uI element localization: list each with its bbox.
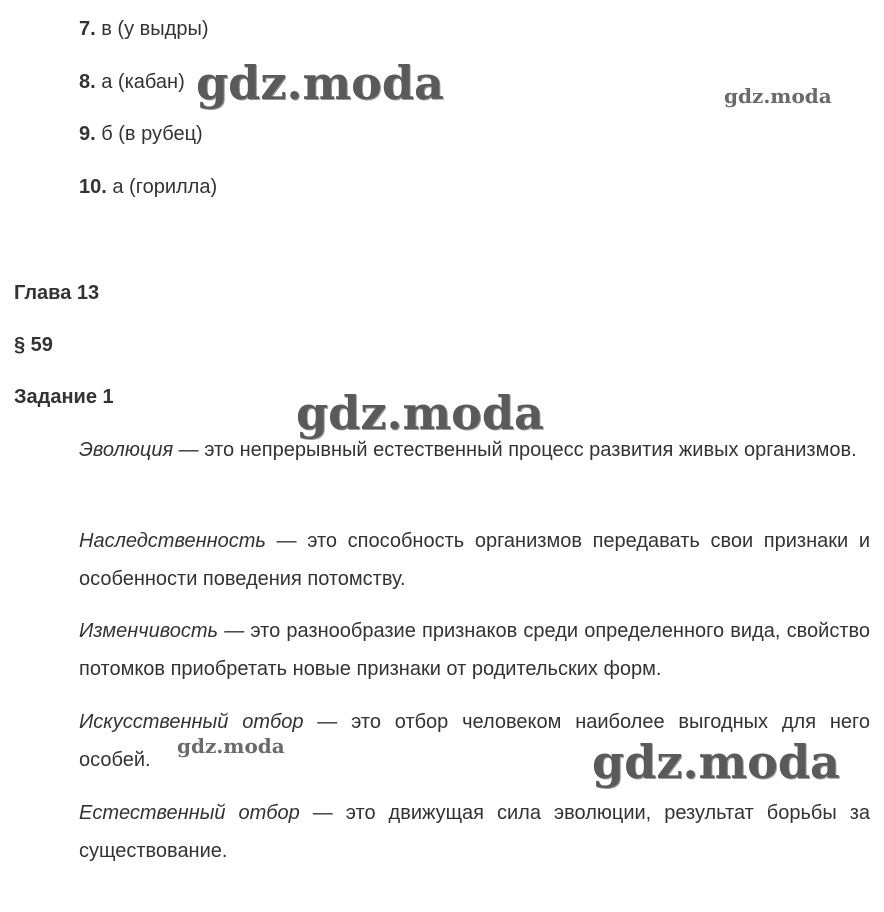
definition-text: — это отбор человеком наиболее выгодных для него особей. bbox=[79, 711, 870, 771]
answer-item-7 bbox=[79, 17, 208, 41]
watermark: gdz.moda bbox=[724, 84, 832, 108]
definition-text: — это движущая сила эволюции, результат борьбы за существование. bbox=[79, 802, 871, 862]
definition-term: Изменчивость bbox=[79, 620, 218, 642]
task-heading: Задание 1 bbox=[14, 386, 114, 408]
answer-text: а (горилла) bbox=[112, 176, 218, 198]
definition-heredity bbox=[79, 522, 870, 598]
watermark: gdz.moda bbox=[592, 735, 840, 789]
answer-text: б (в рубец) bbox=[101, 123, 203, 145]
watermark: gdz.moda bbox=[196, 56, 444, 110]
answer-item-9 bbox=[79, 122, 203, 146]
answer-number: 8. bbox=[79, 71, 96, 93]
answer-item-8 bbox=[79, 70, 185, 94]
definition-text: — это способность организмов передавать свои признаки и особенности поведения потомству. bbox=[79, 530, 870, 590]
answer-text: в (у выдры) bbox=[101, 18, 209, 40]
definition-text: — это разнообразие признаков среди определенного вида, свойство потомков приобретать новые признаки от родительских форм. bbox=[79, 620, 870, 680]
definition-text: — это непрерывный естественный процесс развития живых организмов. bbox=[173, 439, 857, 461]
definition-term: Естественный отбор bbox=[79, 802, 300, 824]
definition-term: Наследственность bbox=[79, 530, 266, 552]
section-heading: § 59 bbox=[14, 334, 53, 356]
definition-artificial-selection bbox=[79, 703, 870, 779]
answer-number: 7. bbox=[79, 18, 96, 40]
answer-number: 9. bbox=[79, 123, 96, 145]
definition-evolution bbox=[79, 431, 870, 469]
watermark: gdz.moda bbox=[296, 386, 544, 440]
answer-text: а (кабан) bbox=[101, 71, 185, 93]
definition-term: Искусственный отбор bbox=[79, 711, 304, 733]
chapter-heading: Глава 13 bbox=[14, 282, 100, 304]
watermark: gdz.moda bbox=[177, 734, 285, 758]
definition-natural-selection bbox=[79, 794, 870, 870]
definition-variability bbox=[79, 612, 870, 688]
answer-number: 10. bbox=[79, 176, 107, 198]
answer-item-10 bbox=[79, 175, 217, 199]
definition-term: Эволюция bbox=[79, 439, 174, 461]
